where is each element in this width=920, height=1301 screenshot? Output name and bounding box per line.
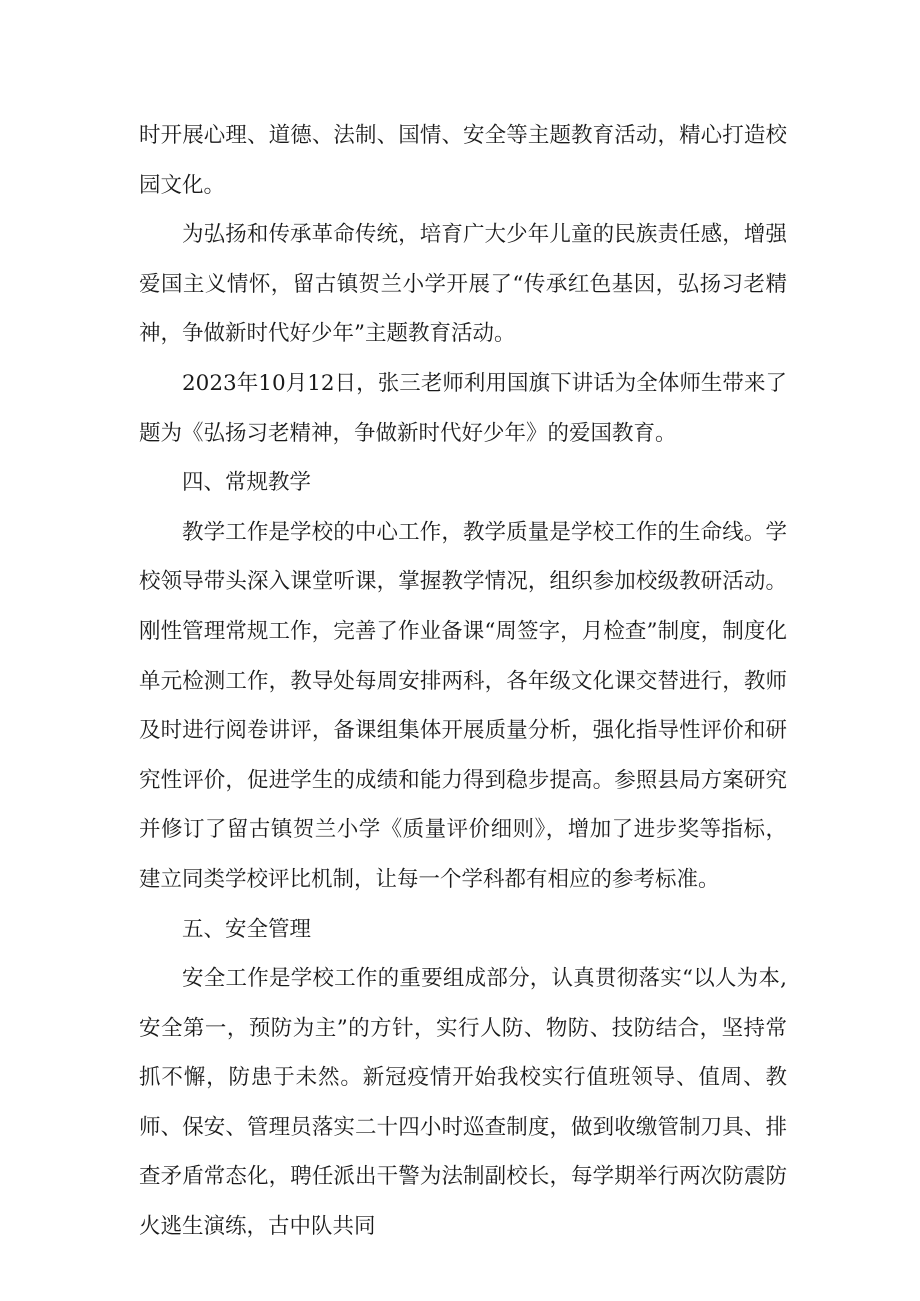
document-body: [139, 111, 787, 1252]
paragraph-safety-work: 安全工作是学校工作的重要组成部分，认真贯彻落实“以人为本,安全第一，预防为主”的方针，实行人防、物防、技防结合，坚持常抓不懈，防患于未然。新冠疫情开始我校实行值班领导、值周、教师、保安、管理员落实二十四小时巡查制度，做到收缴管制刀具、排查矛盾常态化，聘任派出干警为法制副校长，每学期举行两次防震防火逃生演练，古中队共同: [139, 966, 787, 1240]
paragraph-school-culture: 时开展心理、道德、法制、国情、安全等主题教育活动，精心打造校园文化。: [139, 123, 787, 198]
paragraph-teaching-work: 教学工作是学校的中心工作，教学质量是学校工作的生命线。学校领导带头深入课堂听课，掌握教学情况，组织参加校级教研活动。刚性管理常规工作，完善了作业备课“周签字，月检查”制度，制度化单元检测工作，教导处每周安排两科，各年级文化课交替进行，教师及时进行阅卷讲评，备课组集体开展质量分析，强化指导性评价和研究性评价，促进学生的成绩和能力得到稳步提高。参照县局方案研究并修订了留古镇贺兰小学《质量评价细则》，增加了进步奖等指标，建立同类学校评比机制，让每一个学科都有相应的参考标准。: [139, 519, 787, 892]
paragraph-patriotic-activity: 为弘扬和传承革命传统，培育广大少年儿童的民族责任感，增强爱国主义情怀，留古镇贺兰小学开展了“传承红色基因，弘扬习老精神，争做新时代好少年”主题教育活动。: [139, 222, 787, 347]
paragraph-flag-speech: 2023年10月12日，张三老师利用国旗下讲话为全体师生带来了题为《弘扬习老精神，争做新时代好少年》的爱国教育。: [139, 370, 787, 446]
section-heading-routine-teaching: 四、常规教学: [182, 470, 312, 496]
section-heading-safety-management: 五、安全管理: [182, 916, 312, 942]
